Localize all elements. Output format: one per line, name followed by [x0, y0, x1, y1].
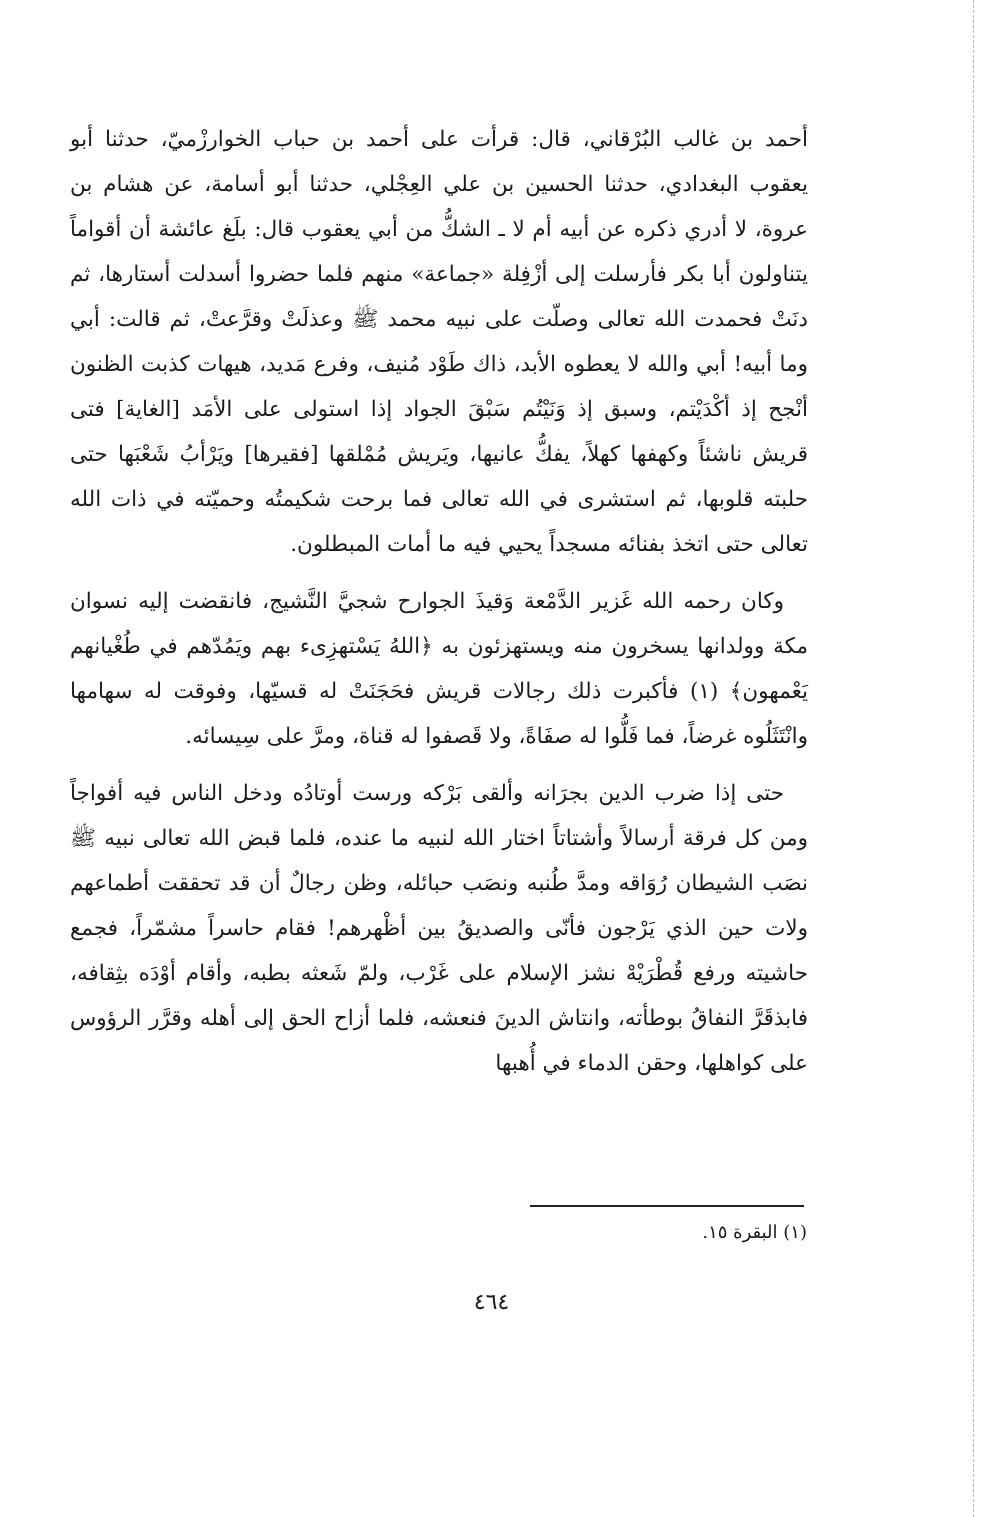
paragraph-2: وكان رحمه الله غَزير الدَّمْعة وَقيذَ الجوارح شجيَّ النَّشيج، فانقضت إليه نسوان مكة وولدانها يسخرون منه ويستهزئون به ﴿اللهُ يَسْتهزِىء بهم ويَمُدّهم في طُغْيانهم يَعْمهون﴾ (١) فأكبرت ذلك رجالات قريش فحَجَنَتْ له قسيّها، وفوقت له سهامها وانْتَثَلُوه غرضاً، فما فَلُّوا له صفَاةً، ولا قَصفوا له قناة، ومرَّ على سِيسائه. [70, 589, 808, 749]
main-text [70, 117, 808, 1086]
footnote: (١) البقرة ١٥. [702, 1222, 807, 1243]
footnote-divider [530, 1205, 804, 1207]
paragraph-3: حتى إذا ضرب الدين بجرَانه وألقى بَرْكه ورست أوتادُه ودخل الناس فيه أفواجاً ومن كل فرقة أرسالاً وأشتاتاً اختار الله لنبيه ما عنده، فلما قبض الله تعالى نبيه ﷺ نصَب الشيطان رُوَاقه ومدَّ طُنبه ونصَب حبائله، وظن رجالٌ أن قد تحققت أطماعهم ولات حين الذي يَرْجون فأنّى والصديقُ بين أظْهرهم! فقام حاسراً مشمّراً، فجمع حاشيته ورفع قُطْرَيْهْ نشز الإسلام على غَرْب، ولمّ شَعثه بطبه، وأقام أوْدَه بثِقافه، فابذقَرَّ النفاقُ بوطأته، وانتاش الدينَ فنعشه، فلما أزاح الحق إلى أهله وقرَّر الرؤوس على كواهلها، وحقن الدماء في أُهبها [70, 781, 808, 1076]
page-number: ٤٦٤ [473, 1290, 510, 1315]
paragraph-1: أحمد بن غالب البُرْقاني، قال: قرأت على أحمد بن حباب الخوارزْميّ، حدثنا أبو يعقوب البغدادي، حدثنا الحسين بن علي العِجْلي، حدثنا أبو أسامة، عن هشام بن عروة، لا أدري ذكره عن أبيه أم لا ـ الشكُّ من أبي يعقوب قال: بلَغ عائشة أن أقواماً يتناولون أبا بكر فأرسلت إلى أزْفِلة «جماعة» منهم فلما حضروا أسدلت أستارها، ثم دنَتْ فحمدت الله تعالى وصلّت على نبيه محمد ﷺ وعذلَتْ وقرَّعتْ، ثم قالت: أبي وما أبيه! أبي والله لا يعطوه الأبد، ذاك طَوْد مُنيف، وفرع مَديد، هيهات كذبت الظنون أنْجح إذ أكْدَيْتم، وسبق إذ وَنَيْتُم سَبْقَ الجواد إذا استولى على الأمَد [الغاية] فتى قريش ناشئاً وكهفها كهلاً، يفكُّ عانيها، ويَريش مُمْلقها [فقيرها] ويَرْأبُ شَعْبَها حتى حلبته قلوبها، ثم استشرى في الله تعالى فما برحت شكيمتُه وحميّته في ذات الله تعالى حتى اتخذ بفنائه مسجداً يحيي فيه ما أمات المبطلون. [70, 127, 808, 557]
